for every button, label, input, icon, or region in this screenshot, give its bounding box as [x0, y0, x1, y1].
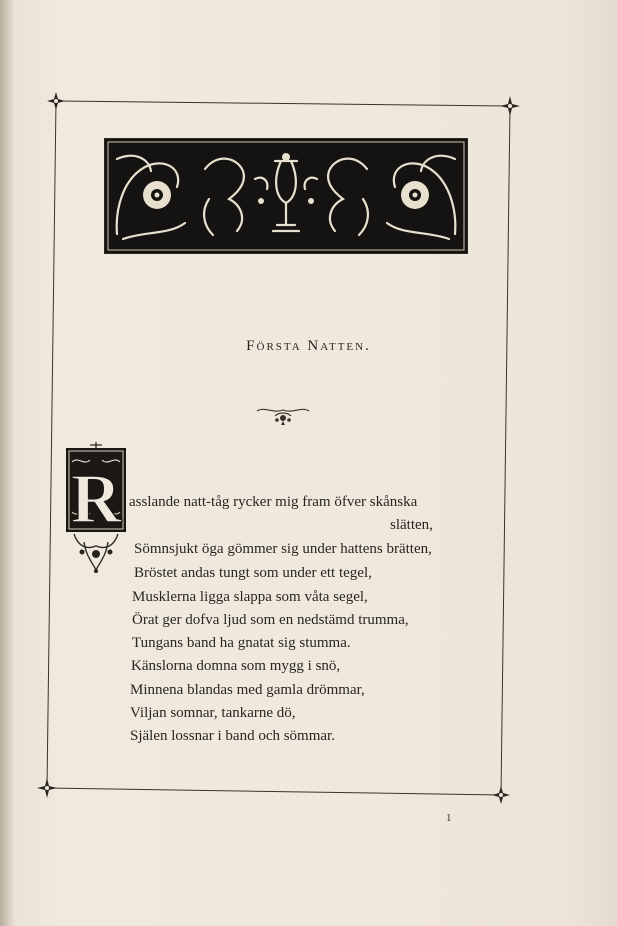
poem-line: Viljan somnar, tankarne dö,: [130, 705, 296, 721]
poem-line: Musklerna ligga slappa som våta segel,: [132, 589, 368, 605]
poem-line: Känslorna domna som mygg i snö,: [131, 658, 341, 674]
poem-line: Bröstet andas tungt som under ett tegel,: [134, 565, 372, 581]
poem-line: Själen lossnar i band och sömmar.: [130, 728, 335, 744]
chapter-heading: Första Natten.: [246, 338, 371, 354]
poem-line: Sömnsjukt öga gömmer sig under hattens brätten,: [134, 541, 432, 557]
page-number: 1: [446, 812, 452, 824]
poem-line: Örat ger dofva ljud som en nedstämd trumma,: [132, 612, 409, 628]
poem-line: Minnena blandas med gamla drömmar,: [130, 682, 365, 698]
poem-line: slätten,: [390, 517, 433, 533]
poem-line: Tungans band ha gnatat sig stumma.: [132, 635, 351, 651]
drop-cap-letter: R: [70, 461, 122, 538]
poem-line: asslande natt-tåg rycker mig fram öfver skånska: [129, 494, 418, 510]
